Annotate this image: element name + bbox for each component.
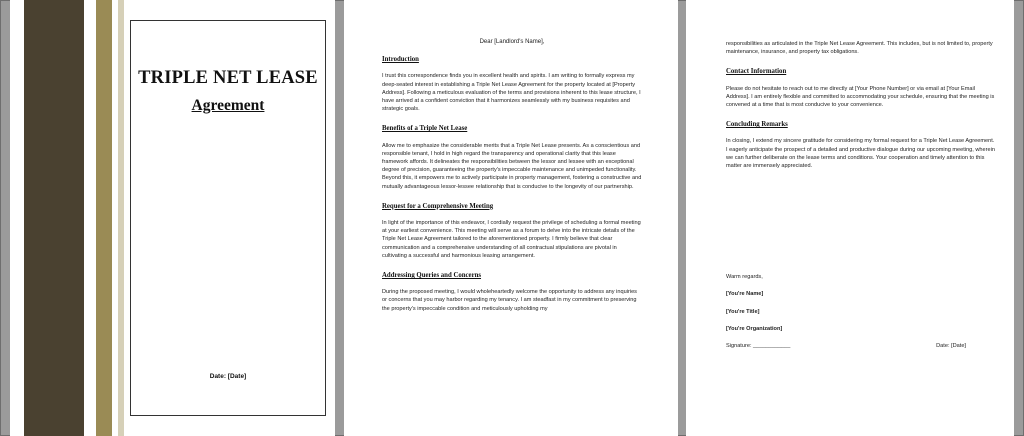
signature-date: Date: [Date] bbox=[936, 343, 966, 350]
letter-page-2 bbox=[686, 0, 1014, 436]
section-heading: Concluding Remarks bbox=[726, 121, 788, 129]
signature-line: Signature: ____________ bbox=[726, 343, 791, 350]
section-heading: Introduction bbox=[382, 56, 419, 64]
cover-date: Date: [Date] bbox=[209, 373, 247, 380]
salutation: Dear [Landlord's Name], bbox=[479, 39, 545, 45]
decorative-stripe-olive bbox=[96, 0, 112, 436]
closing: Warm regards, bbox=[726, 274, 763, 281]
section-body: Allow me to emphasize the considerable merits that a Triple Net Lease presents. As a conscientious and responsible tenant, I hold in high regard the transparency and operational clarity that this lease framework affords. It delineates the responsibilities between the lessor and lessee with an exceptional degree of precision, guaranteeing the property's impeccable maintenance and unimpeded functionality. Beyond this, it empowers me to actively participate in property management, fostering a constructive and mutually advantageous lessor-lessee relationship that is conducive to the longevity of our partnership. bbox=[382, 142, 642, 190]
cover-title: TRIPLE NET LEASE bbox=[138, 68, 318, 88]
section-body: During the proposed meeting, I would wholeheartedly welcome the opportunity to address any inquiries or concerns that you may harbor regarding my tenancy. I am steadfast in my commitment to preserving the property's impeccable condition and meticulously upholding my bbox=[382, 289, 637, 312]
sender-name: [You're Name] bbox=[726, 291, 764, 298]
cover-page bbox=[10, 0, 335, 436]
sender-organization: [You're Organization] bbox=[726, 325, 783, 332]
letter-page-1 bbox=[344, 0, 678, 436]
signature-row bbox=[726, 342, 996, 350]
section-heading: Contact Information bbox=[726, 68, 787, 76]
section-heading: Benefits of a Triple Net Lease bbox=[382, 125, 468, 133]
decorative-stripe-gap bbox=[84, 0, 96, 436]
continued-text: responsibilities as articulated in the Triple Net Lease Agreement. This includes, but is not limited to, property maintenance, insurance, and property tax obligations. bbox=[726, 41, 993, 56]
section-body: I trust this correspondence finds you in excellent health and spirits. I am writing to formally express my deep-seated interest in establishing a Triple Net Lease Agreement for the property located at [Property Address]. Following a meticulous evaluation of the terms and provisions inherent to this lease structure, I have arrived at a confident conviction that it harmonizes seamlessly with my business requisites and strategic goals. bbox=[382, 73, 641, 113]
sender-title: [You're Title] bbox=[726, 308, 760, 315]
section-body: Please do not hesitate to reach out to me directly at [Your Phone Number] or via email at [Your Email Address]. I am entirely flexible and committed to accommodating your schedule, ensuring that the meeting is convened at a time that is most conducive to your convenience. bbox=[726, 85, 995, 109]
decorative-stripe-dark bbox=[24, 0, 84, 436]
section-heading: Addressing Queries and Concerns bbox=[382, 272, 482, 280]
section-heading: Request for a Comprehensive Meeting bbox=[382, 202, 494, 210]
signature-block bbox=[726, 273, 996, 350]
cover-title-box bbox=[130, 20, 326, 416]
cover-subtitle: Agreement bbox=[191, 97, 265, 114]
section-body: In closing, I extend my sincere gratitude for considering my formal request for a Triple Net Lease Agreement. I eagerly anticipate the prospect of a detailed and productive dialogue during our upcoming meeting, wherein we can further deliberate on the lease terms and conditions. Your cooperation and timely attention to this matter are immensely appreciated. bbox=[726, 138, 995, 170]
decorative-stripe-light bbox=[118, 0, 124, 436]
section-body: In light of the importance of this endeavor, I cordially request the privilege of scheduling a formal meeting at your earliest convenience. This meeting will serve as a forum to delve into the intricate details of the Triple Net Lease Agreement tailored to the aforementioned property. I firmly believe that clear communication and a comprehensive understanding of all contractual stipulations are pivotal in cultivating a successful and harmonious leasing arrangement. bbox=[382, 220, 641, 259]
